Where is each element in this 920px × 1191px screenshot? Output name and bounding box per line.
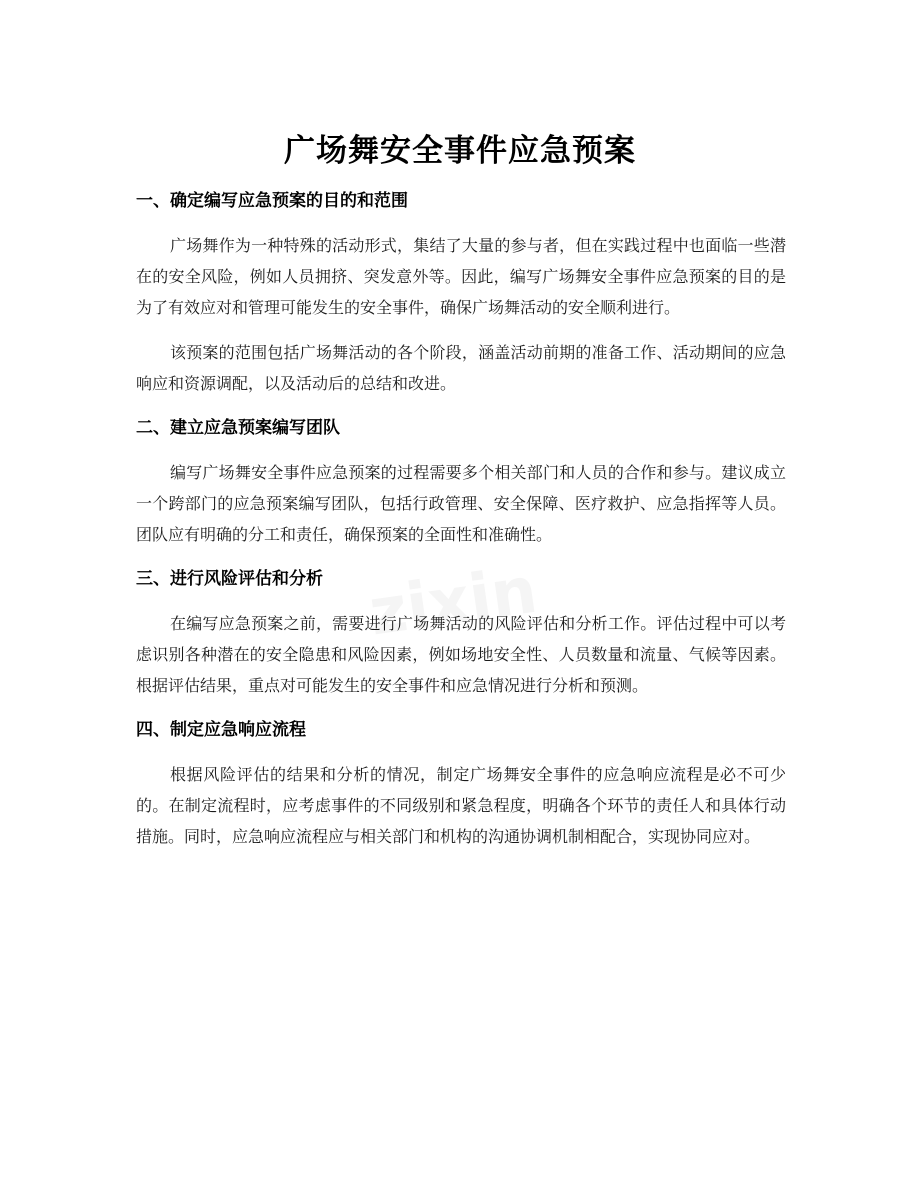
- watermark-logo: zixin: [364, 553, 542, 651]
- section-2: [136, 413, 786, 550]
- paragraph: 编写广场舞安全事件应急预案的过程需要多个相关部门和人员的合作和参与。建议成立一个跨部门的应急预案编写团队，包括行政管理、安全保障、医疗救护、应急指挥等人员。团队应有明确的分工和责任，确保预案的全面性和准确性。: [136, 463, 786, 544]
- section-heading: 三、进行风险评估和分析: [136, 569, 323, 589]
- paragraph: 广场舞作为一种特殊的活动形式，集结了大量的参与者，但在实践过程中也面临一些潜在的安全风险，例如人员拥挤、突发意外等。因此，编写广场舞安全事件应急预案的目的是为了有效应对和管理可能发生的安全事件，确保广场舞活动的安全顺利进行。: [136, 236, 786, 317]
- section-heading: 二、建立应急预案编写团队: [136, 418, 340, 438]
- section-3: [136, 564, 786, 701]
- section-heading: 四、制定应急响应流程: [136, 720, 306, 740]
- paragraph: 该预案的范围包括广场舞活动的各个阶段，涵盖活动前期的准备工作、活动期间的应急响应和资源调配，以及活动后的总结和改进。: [136, 343, 786, 393]
- document-body: [136, 186, 786, 866]
- section-1: [136, 186, 786, 399]
- document-title: 广场舞安全事件应急预案: [284, 132, 636, 169]
- section-4: [136, 715, 786, 852]
- paragraph: 在编写应急预案之前，需要进行广场舞活动的风险评估和分析工作。评估过程中可以考虑识别各种潜在的安全隐患和风险因素，例如场地安全性、人员数量和流量、气候等因素。根据评估结果，重点对可能发生的安全事件和应急情况进行分析和预测。: [136, 614, 786, 695]
- section-heading: 一、确定编写应急预案的目的和范围: [136, 191, 408, 211]
- paragraph: 根据风险评估的结果和分析的情况，制定广场舞安全事件的应急响应流程是必不可少的。在制定流程时，应考虑事件的不同级别和紧急程度，明确各个环节的责任人和具体行动措施。同时，应急响应流程应与相关部门和机构的沟通协调机制相配合，实现协同应对。: [136, 765, 786, 846]
